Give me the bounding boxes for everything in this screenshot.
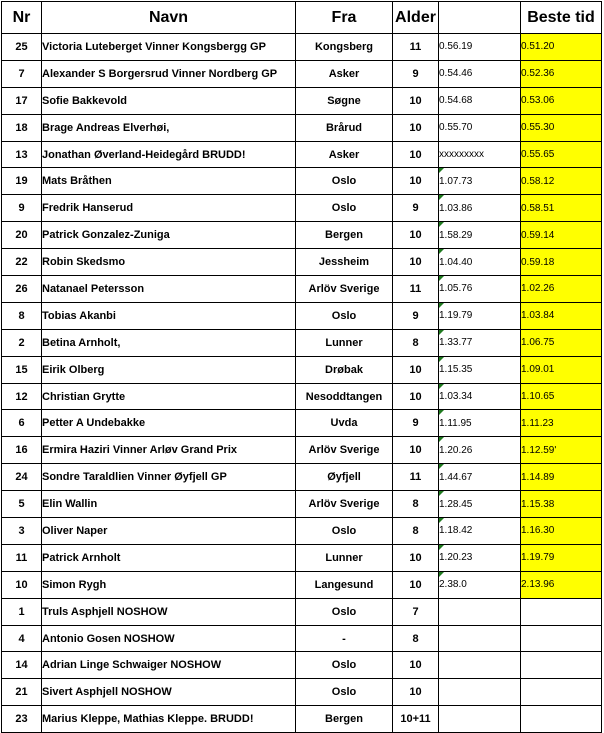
cell-tid[interactable]: 1.03.86 [439, 195, 521, 222]
cell-tid[interactable]: 1.44.67 [439, 464, 521, 491]
cell-beste-tid[interactable]: 1.02.26 [521, 276, 602, 303]
cell-navn[interactable]: Patrick Arnholt [42, 544, 296, 571]
cell-nr[interactable]: 18 [2, 114, 42, 141]
header-nr: Nr [2, 2, 42, 34]
table-row [2, 706, 602, 733]
cell-navn[interactable]: Fredrik Hanserud [42, 195, 296, 222]
cell-alder[interactable]: 11 [393, 34, 439, 61]
table-row [2, 518, 602, 545]
cell-beste-tid[interactable]: 0.51.20 [521, 34, 602, 61]
cell-tid[interactable]: 1.11.95 [439, 410, 521, 437]
cell-beste-tid[interactable]: 1.14.89 [521, 464, 602, 491]
cell-fra[interactable]: Oslo [296, 598, 393, 625]
cell-beste-tid[interactable]: 1.03.84 [521, 302, 602, 329]
cell-fra[interactable]: Oslo [296, 518, 393, 545]
cell-nr[interactable]: 9 [2, 195, 42, 222]
cell-nr[interactable]: 1 [2, 598, 42, 625]
cell-tid[interactable]: 0.56.19 [439, 34, 521, 61]
cell-tid[interactable]: xxxxxxxxx [439, 141, 521, 168]
header-tid [439, 2, 521, 34]
cell-tid[interactable]: 1.07.73 [439, 168, 521, 195]
results-table [1, 1, 602, 733]
cell-fra[interactable]: Oslo [296, 679, 393, 706]
cell-alder[interactable]: 9 [393, 410, 439, 437]
table-row [2, 356, 602, 383]
cell-alder[interactable]: 11 [393, 464, 439, 491]
table-row [2, 168, 602, 195]
table-row [2, 249, 602, 276]
results-body [2, 34, 602, 733]
table-row [2, 652, 602, 679]
cell-fra[interactable]: Søgne [296, 87, 393, 114]
cell-alder[interactable]: 10 [393, 141, 439, 168]
table-row [2, 437, 602, 464]
cell-tid[interactable]: 1.04.40 [439, 249, 521, 276]
cell-tid[interactable]: 1.03.34 [439, 383, 521, 410]
cell-beste-tid[interactable] [521, 679, 602, 706]
cell-fra[interactable]: Asker [296, 60, 393, 87]
cell-fra[interactable]: Arlöv Sverige [296, 276, 393, 303]
cell-tid[interactable]: 0.55.70 [439, 114, 521, 141]
table-row [2, 410, 602, 437]
cell-tid[interactable]: 1.15.35 [439, 356, 521, 383]
cell-nr[interactable]: 5 [2, 491, 42, 518]
cell-beste-tid[interactable]: 1.15.38 [521, 491, 602, 518]
cell-alder[interactable]: 10 [393, 168, 439, 195]
cell-alder[interactable]: 10 [393, 544, 439, 571]
cell-navn[interactable]: Ermira Haziri Vinner Arløv Grand Prix [42, 437, 296, 464]
cell-nr[interactable]: 24 [2, 464, 42, 491]
cell-fra[interactable]: Langesund [296, 571, 393, 598]
cell-tid[interactable] [439, 598, 521, 625]
cell-navn[interactable]: Petter A Undebakke [42, 410, 296, 437]
table-row [2, 329, 602, 356]
cell-fra[interactable]: Bergen [296, 706, 393, 733]
cell-alder[interactable]: 10 [393, 571, 439, 598]
table-row [2, 383, 602, 410]
cell-beste-tid[interactable]: 0.52.36 [521, 60, 602, 87]
cell-alder[interactable]: 10 [393, 679, 439, 706]
cell-alder[interactable]: 10 [393, 87, 439, 114]
cell-alder[interactable]: 10 [393, 249, 439, 276]
cell-nr[interactable]: 26 [2, 276, 42, 303]
cell-alder[interactable]: 10 [393, 383, 439, 410]
cell-beste-tid[interactable]: 0.55.65 [521, 141, 602, 168]
cell-beste-tid[interactable] [521, 652, 602, 679]
cell-nr[interactable]: 8 [2, 302, 42, 329]
cell-nr[interactable]: 14 [2, 652, 42, 679]
cell-fra[interactable]: Oslo [296, 652, 393, 679]
cell-navn[interactable]: Truls Asphjell NOSHOW [42, 598, 296, 625]
cell-fra[interactable]: Nesoddtangen [296, 383, 393, 410]
cell-navn[interactable]: Sondre Taraldlien Vinner Øyfjell GP [42, 464, 296, 491]
cell-alder[interactable]: 10 [393, 114, 439, 141]
cell-fra[interactable]: Oslo [296, 302, 393, 329]
cell-tid[interactable]: 1.20.26 [439, 437, 521, 464]
cell-nr[interactable]: 13 [2, 141, 42, 168]
cell-alder[interactable]: 10 [393, 222, 439, 249]
cell-tid[interactable] [439, 706, 521, 733]
cell-beste-tid[interactable]: 1.06.75 [521, 329, 602, 356]
table-row [2, 60, 602, 87]
table-row [2, 87, 602, 114]
header-row [2, 2, 602, 34]
cell-alder[interactable]: 8 [393, 518, 439, 545]
cell-alder[interactable]: 10+11 [393, 706, 439, 733]
cell-nr[interactable]: 11 [2, 544, 42, 571]
cell-tid[interactable] [439, 652, 521, 679]
cell-beste-tid[interactable]: 0.55.30 [521, 114, 602, 141]
cell-tid[interactable]: 1.28.45 [439, 491, 521, 518]
cell-navn[interactable]: Christian Grytte [42, 383, 296, 410]
cell-nr[interactable]: 20 [2, 222, 42, 249]
cell-nr[interactable]: 2 [2, 329, 42, 356]
cell-beste-tid[interactable]: 0.58.12 [521, 168, 602, 195]
cell-fra[interactable]: Oslo [296, 168, 393, 195]
cell-tid[interactable]: 1.33.77 [439, 329, 521, 356]
cell-navn[interactable]: Simon Rygh [42, 571, 296, 598]
cell-tid[interactable]: 2.38.0 [439, 571, 521, 598]
cell-beste-tid[interactable]: 1.12.59' [521, 437, 602, 464]
header-beste-tid: Beste tid [521, 2, 602, 34]
table-row [2, 195, 602, 222]
cell-nr[interactable]: 19 [2, 168, 42, 195]
cell-tid[interactable] [439, 625, 521, 652]
table-row [2, 625, 602, 652]
cell-nr[interactable]: 21 [2, 679, 42, 706]
cell-tid[interactable]: 1.20.23 [439, 544, 521, 571]
cell-nr[interactable]: 15 [2, 356, 42, 383]
cell-beste-tid[interactable]: 0.58.51 [521, 195, 602, 222]
cell-nr[interactable]: 7 [2, 60, 42, 87]
cell-fra[interactable]: Kongsberg [296, 34, 393, 61]
cell-fra[interactable]: Øyfjell [296, 464, 393, 491]
cell-navn[interactable]: Eirik Olberg [42, 356, 296, 383]
table-row [2, 34, 602, 61]
cell-navn[interactable]: Elin Wallin [42, 491, 296, 518]
cell-fra[interactable]: Brårud [296, 114, 393, 141]
cell-fra[interactable]: Asker [296, 141, 393, 168]
cell-alder[interactable]: 9 [393, 302, 439, 329]
table-row [2, 571, 602, 598]
table-row [2, 544, 602, 571]
cell-nr[interactable]: 4 [2, 625, 42, 652]
cell-navn[interactable]: Robin Skedsmo [42, 249, 296, 276]
cell-fra[interactable]: Arlöv Sverige [296, 491, 393, 518]
cell-nr[interactable]: 22 [2, 249, 42, 276]
cell-navn[interactable]: Victoria Luteberget Vinner Kongsbergg GP [42, 34, 296, 61]
cell-beste-tid[interactable]: 0.59.14 [521, 222, 602, 249]
cell-fra[interactable]: - [296, 625, 393, 652]
cell-tid[interactable]: 0.54.68 [439, 87, 521, 114]
cell-navn[interactable]: Marius Kleppe, Mathias Kleppe. BRUDD! [42, 706, 296, 733]
cell-alder[interactable]: 10 [393, 437, 439, 464]
cell-navn[interactable]: Brage Andreas Elverhøi, [42, 114, 296, 141]
cell-beste-tid[interactable]: 1.16.30 [521, 518, 602, 545]
cell-beste-tid[interactable]: 1.11.23 [521, 410, 602, 437]
cell-alder[interactable]: 9 [393, 60, 439, 87]
header-alder: Alder [393, 2, 439, 34]
cell-navn[interactable]: Jonathan Øverland-Heidegård BRUDD! [42, 141, 296, 168]
cell-alder[interactable]: 8 [393, 329, 439, 356]
cell-fra[interactable]: Arlöv Sverige [296, 437, 393, 464]
cell-beste-tid[interactable]: 0.59.18 [521, 249, 602, 276]
table-row [2, 464, 602, 491]
cell-alder[interactable]: 9 [393, 195, 439, 222]
table-row [2, 141, 602, 168]
table-row [2, 114, 602, 141]
cell-nr[interactable]: 23 [2, 706, 42, 733]
cell-nr[interactable]: 3 [2, 518, 42, 545]
cell-nr[interactable]: 25 [2, 34, 42, 61]
table-row [2, 302, 602, 329]
cell-nr[interactable]: 10 [2, 571, 42, 598]
cell-tid[interactable]: 0.54.46 [439, 60, 521, 87]
cell-fra[interactable]: Bergen [296, 222, 393, 249]
cell-navn[interactable]: Alexander S Borgersrud Vinner Nordberg GP [42, 60, 296, 87]
cell-navn[interactable]: Adrian Linge Schwaiger NOSHOW [42, 652, 296, 679]
cell-fra[interactable]: Lunner [296, 544, 393, 571]
table-row [2, 222, 602, 249]
cell-beste-tid[interactable]: 1.10.65 [521, 383, 602, 410]
cell-navn[interactable]: Antonio Gosen NOSHOW [42, 625, 296, 652]
header-fra: Fra [296, 2, 393, 34]
cell-tid[interactable]: 1.05.76 [439, 276, 521, 303]
cell-beste-tid[interactable]: 0.53.06 [521, 87, 602, 114]
cell-beste-tid[interactable] [521, 706, 602, 733]
cell-beste-tid[interactable]: 2.13.96 [521, 571, 602, 598]
cell-navn[interactable]: Natanael Petersson [42, 276, 296, 303]
cell-tid[interactable]: 1.58.29 [439, 222, 521, 249]
cell-navn[interactable]: Mats Bråthen [42, 168, 296, 195]
table-row [2, 598, 602, 625]
cell-navn[interactable]: Betina Arnholt, [42, 329, 296, 356]
cell-nr[interactable]: 6 [2, 410, 42, 437]
header-navn: Navn [42, 2, 296, 34]
cell-fra[interactable]: Drøbak [296, 356, 393, 383]
cell-navn[interactable]: Patrick Gonzalez-Zuniga [42, 222, 296, 249]
cell-alder[interactable]: 8 [393, 625, 439, 652]
cell-alder[interactable]: 10 [393, 652, 439, 679]
cell-beste-tid[interactable] [521, 625, 602, 652]
cell-beste-tid[interactable]: 1.19.79 [521, 544, 602, 571]
cell-navn[interactable]: Sivert Asphjell NOSHOW [42, 679, 296, 706]
table-row [2, 276, 602, 303]
table-row [2, 491, 602, 518]
cell-tid[interactable] [439, 679, 521, 706]
cell-nr[interactable]: 17 [2, 87, 42, 114]
table-row [2, 679, 602, 706]
cell-navn[interactable]: Tobias Akanbi [42, 302, 296, 329]
cell-tid[interactable]: 1.18.42 [439, 518, 521, 545]
cell-beste-tid[interactable]: 1.09.01 [521, 356, 602, 383]
cell-navn[interactable]: Sofie Bakkevold [42, 87, 296, 114]
cell-fra[interactable]: Lunner [296, 329, 393, 356]
cell-fra[interactable]: Oslo [296, 195, 393, 222]
cell-alder[interactable]: 7 [393, 598, 439, 625]
cell-nr[interactable]: 12 [2, 383, 42, 410]
cell-navn[interactable]: Oliver Naper [42, 518, 296, 545]
cell-tid[interactable]: 1.19.79 [439, 302, 521, 329]
cell-fra[interactable]: Jessheim [296, 249, 393, 276]
cell-alder[interactable]: 11 [393, 276, 439, 303]
cell-fra[interactable]: Uvda [296, 410, 393, 437]
cell-beste-tid[interactable] [521, 598, 602, 625]
cell-alder[interactable]: 10 [393, 356, 439, 383]
cell-alder[interactable]: 8 [393, 491, 439, 518]
cell-nr[interactable]: 16 [2, 437, 42, 464]
